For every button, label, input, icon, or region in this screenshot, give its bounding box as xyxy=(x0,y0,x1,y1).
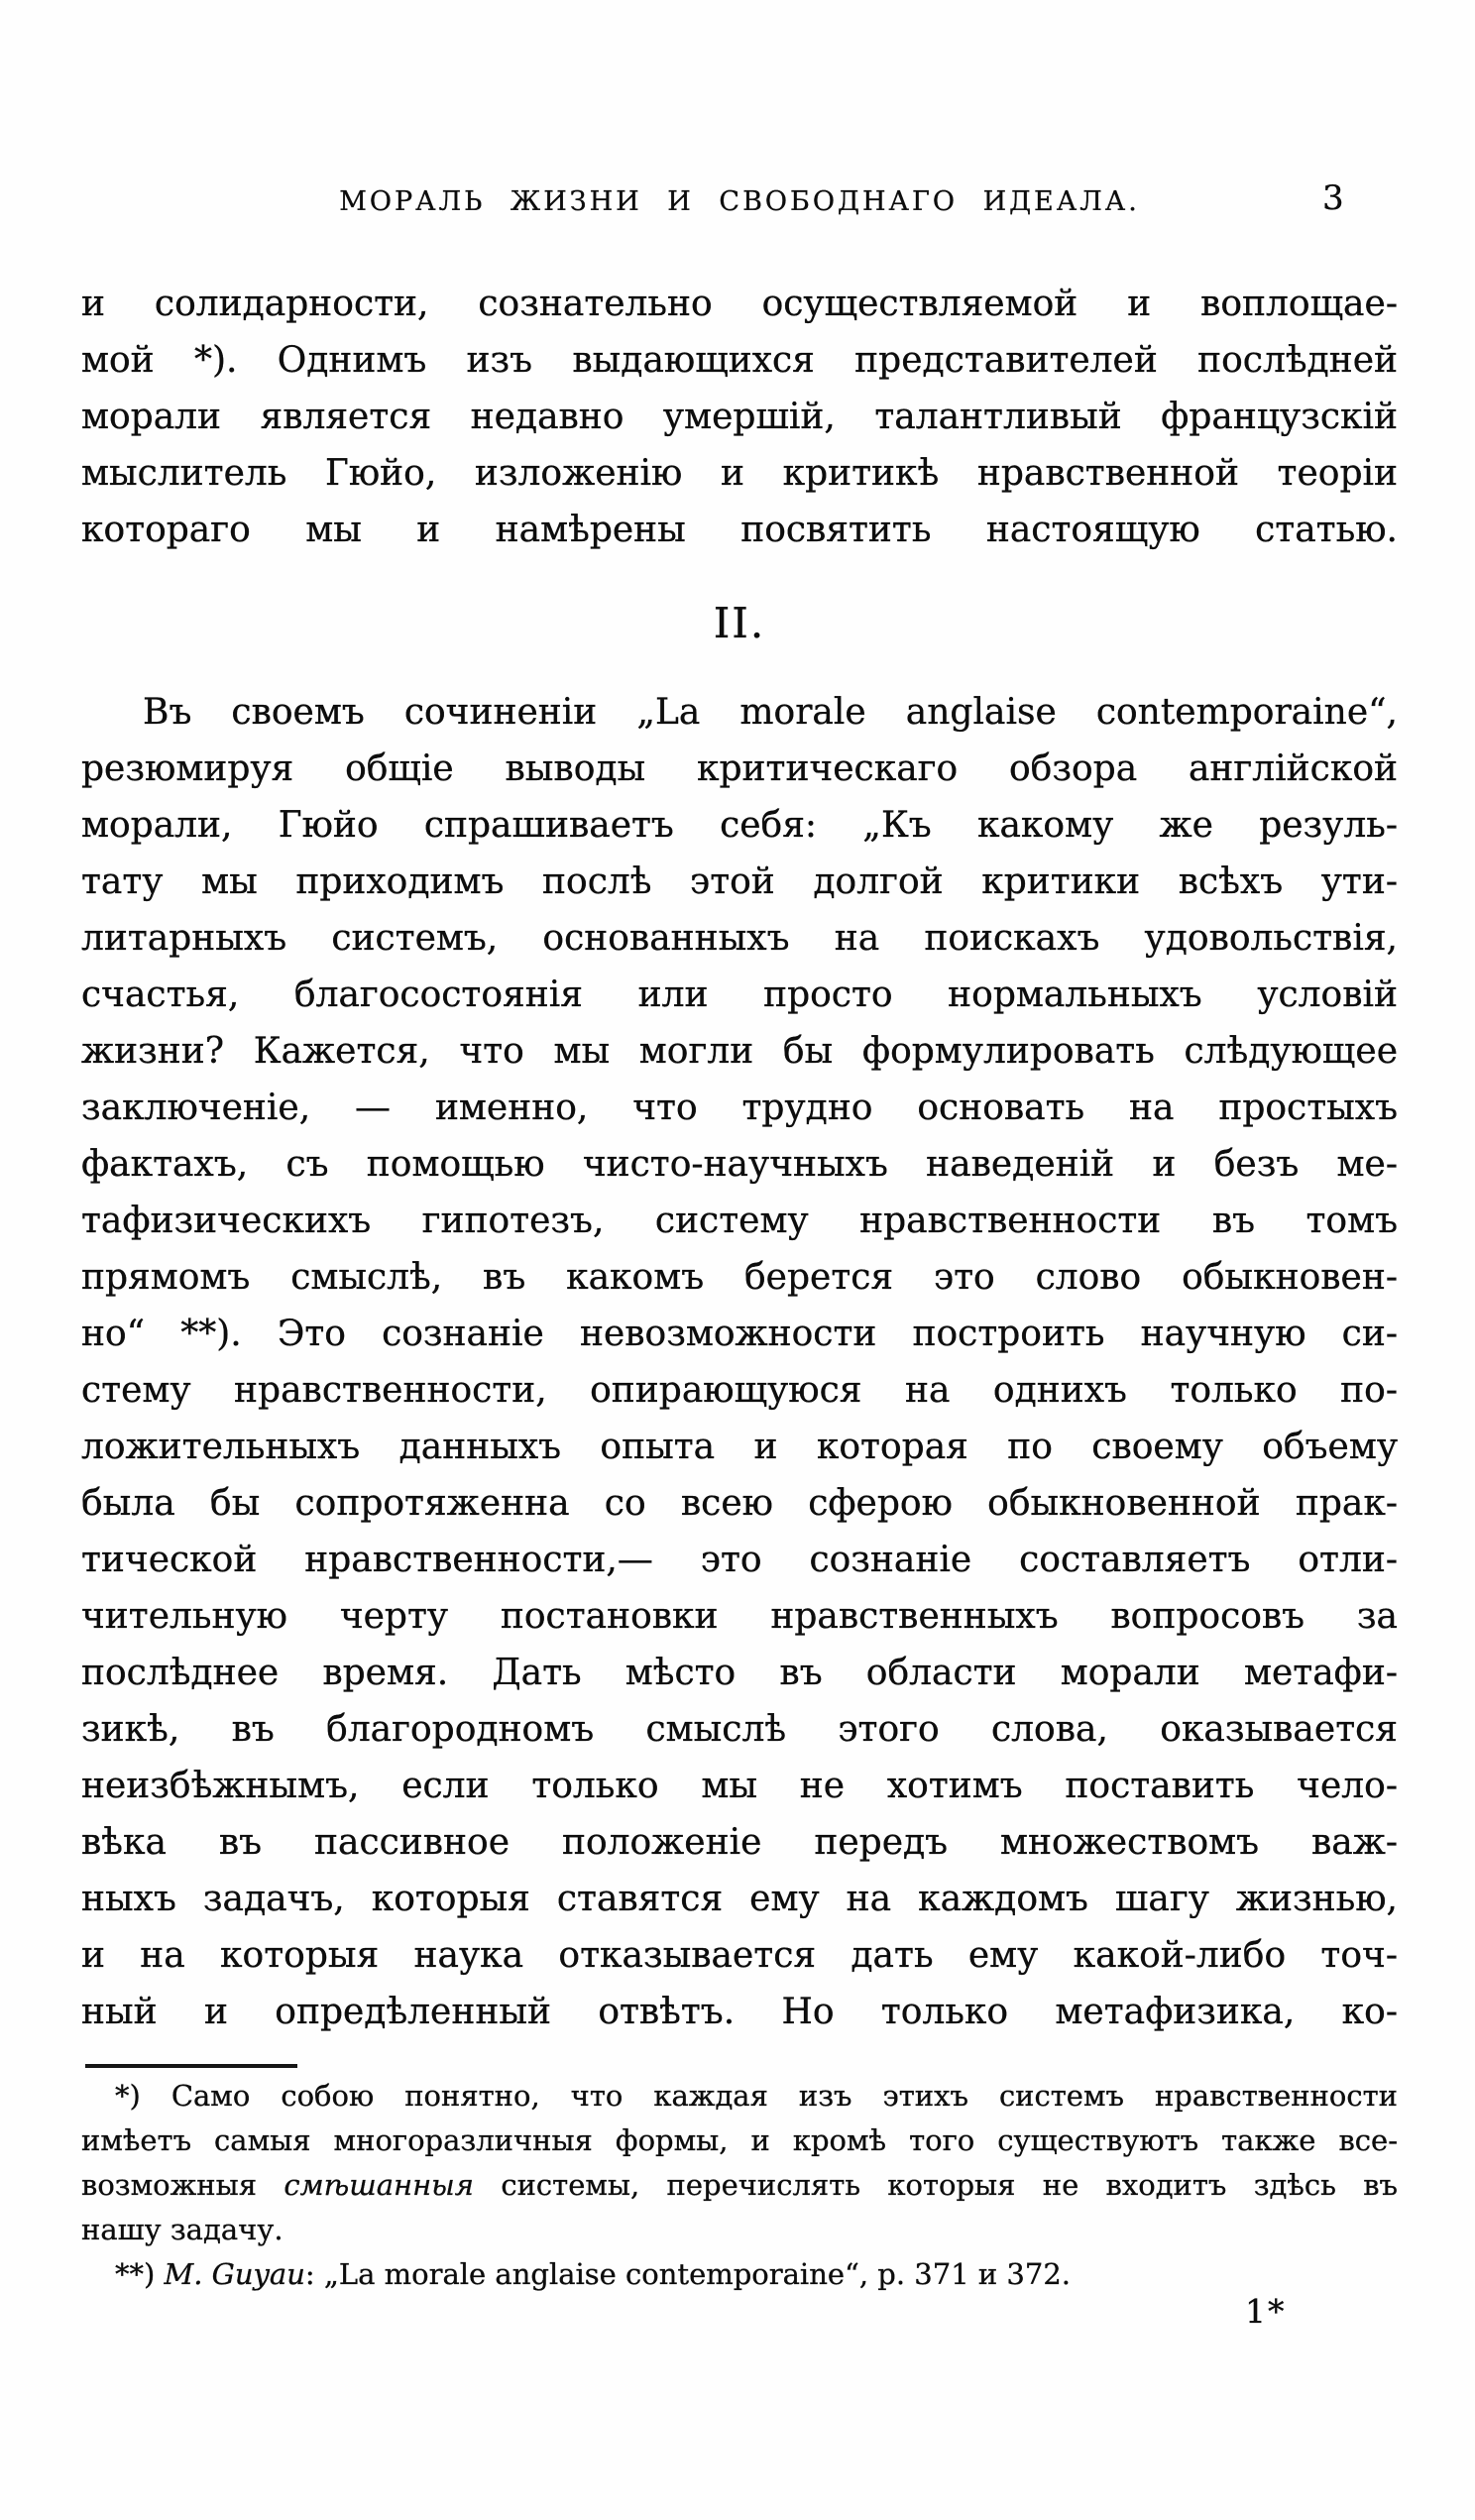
text-line: резюмируя общіе выводы критическаго обзора англійской xyxy=(81,748,1398,789)
page-number: 3 xyxy=(1322,178,1344,218)
footnotes-section xyxy=(81,2074,1398,2297)
section-heading: II. xyxy=(713,599,766,647)
footnote-line: нашу задачу. xyxy=(81,2213,284,2246)
footnote-text: возможныя xyxy=(81,2168,284,2202)
text-line: чительную черту постановки нравственныхъ вопросовъ за xyxy=(81,1596,1398,1637)
footnote-line xyxy=(81,2163,1398,2208)
text-line: котораго мы и намѣрены посвятить настоящую статью. xyxy=(81,510,1398,550)
text-line: морали, Гюйо спрашиваетъ себя: „Къ какому же резуль- xyxy=(81,805,1398,846)
signature-mark: 1* xyxy=(1245,2292,1287,2331)
text-line: зикѣ, въ благородномъ смыслѣ этого слова, оказывается xyxy=(81,1709,1398,1750)
text-line: мой *). Однимъ изъ выдающихся представителей послѣдней xyxy=(81,340,1398,381)
text-line: фактахъ, съ помощью чисто-научныхъ наведеній и безъ ме- xyxy=(81,1144,1398,1185)
footnote-marker: **) xyxy=(115,2257,165,2291)
text-line: тафизическихъ гипотезъ, систему нравственности въ томъ xyxy=(81,1201,1398,1241)
text-line: прямомъ смыслѣ, въ какомъ берется это слово обыкновен- xyxy=(81,1257,1398,1298)
footnote-author-name: М. Guyau xyxy=(164,2257,305,2291)
text-line: и солидарности, сознательно осуществляемой и воплощае- xyxy=(81,284,1398,324)
footnote-line: *) Само собою понятно, что каждая изъ этихъ системъ нравственности xyxy=(115,2079,1398,2113)
text-line: тической нравственности,— это сознаніе составляетъ отли- xyxy=(81,1540,1398,1580)
text-line: была бы сопротяженна со всею сферою обыкновенной прак- xyxy=(81,1483,1398,1524)
text-line: заключеніе, — именно, что трудно основать на простыхъ xyxy=(81,1088,1398,1128)
text-line: мыслитель Гюйо, изложенію и критикѣ нравственной теоріи xyxy=(81,453,1398,494)
text-line: стему нравственности, опирающуюся на однихъ только по- xyxy=(81,1370,1398,1411)
running-head: МОРАЛЬ ЖИЗНИ И СВОБОДНАГО ИДЕАЛА. xyxy=(339,186,1140,217)
text-line: тату мы приходимъ послѣ этой долгой критики всѣхъ ути- xyxy=(81,861,1398,902)
footnote-text: : „La morale anglaise contemporaine“, p. 371 и 372. xyxy=(304,2257,1071,2291)
footnote-line: имѣетъ самыя многоразличныя формы, и кромѣ того существуютъ также все- xyxy=(81,2123,1398,2157)
footnote-divider xyxy=(85,2064,297,2068)
text-line: Въ своемъ сочиненіи „La morale anglaise contemporaine“, xyxy=(143,692,1398,733)
paragraph-continuation xyxy=(81,276,1398,558)
text-line: литарныхъ системъ, основанныхъ на поискахъ удовольствія, xyxy=(81,918,1398,959)
footnote-line xyxy=(81,2252,1398,2297)
main-paragraph xyxy=(81,684,1398,2040)
text-line: жизни? Кажется, что мы могли бы формулировать слѣдующее xyxy=(81,1031,1398,1072)
text-line: ныхъ задачъ, которыя ставятся ему на каждомъ шагу жизнью, xyxy=(81,1879,1398,1919)
footnote-italic-term: смѣшанныя xyxy=(284,2168,475,2202)
text-line: вѣка въ пассивное положеніе передъ множествомъ важ- xyxy=(81,1822,1398,1863)
text-line: морали является недавно умершій, талантливый французскій xyxy=(81,397,1398,437)
text-line: и на которыя наука отказывается дать ему какой-либо точ- xyxy=(81,1935,1398,1976)
text-line: но“ **). Это сознаніе невозможности построить научную си- xyxy=(81,1314,1398,1354)
text-line: ложительныхъ данныхъ опыта и которая по своему объему xyxy=(81,1427,1398,1467)
text-line: ный и опредѣленный отвѣтъ. Но только метафизика, ко- xyxy=(81,1992,1398,2032)
text-line: неизбѣжнымъ, если только мы не хотимъ поставить чело- xyxy=(81,1766,1398,1806)
text-line: счастья, благосостоянія или просто нормальныхъ условій xyxy=(81,974,1398,1015)
footnote-text: системы, перечислять которыя не входитъ здѣсь въ xyxy=(474,2168,1398,2202)
text-line: послѣднее время. Дать мѣсто въ области морали метафи- xyxy=(81,1653,1398,1693)
